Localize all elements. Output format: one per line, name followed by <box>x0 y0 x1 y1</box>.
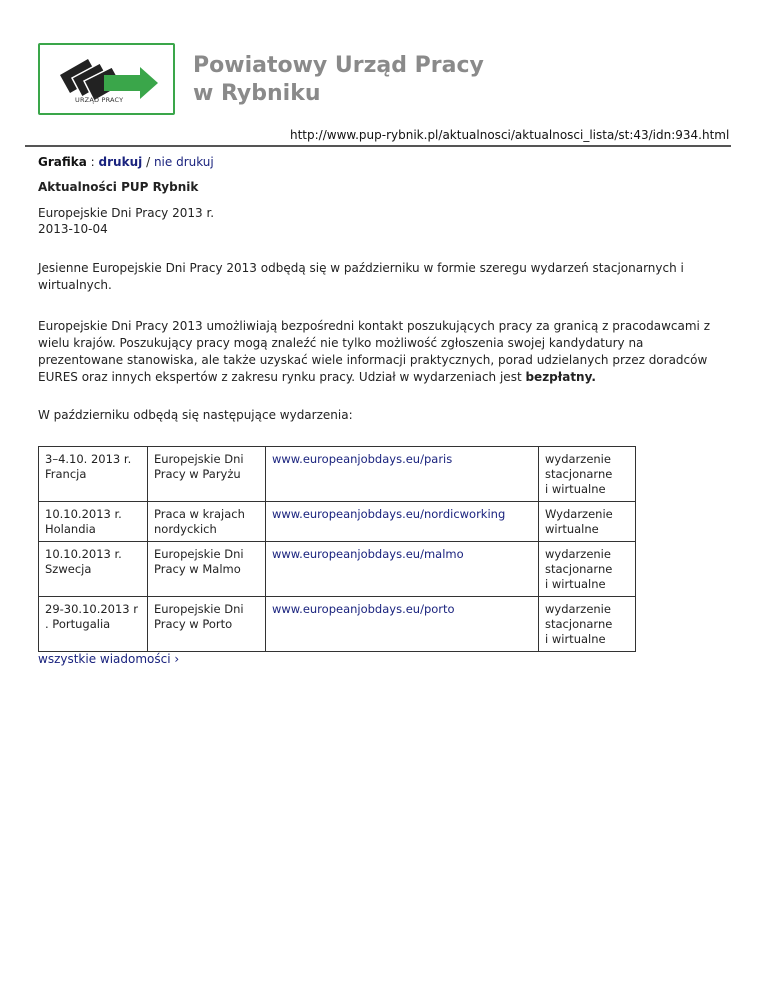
source-url: http://www.pup-rybnik.pl/aktualnosci/aktualnosci_lista/st:43/idn:934.html <box>290 128 730 142</box>
event-link[interactable]: www.europeanjobdays.eu/malmo <box>272 547 464 561</box>
event-link[interactable]: www.europeanjobdays.eu/paris <box>272 452 453 466</box>
event-name-cell: Europejskie Dni Pracy w Malmo <box>148 542 266 597</box>
all-news-link[interactable]: wszystkie wiadomości › <box>38 652 180 666</box>
graphics-label: Grafika <box>38 155 87 169</box>
table-row <box>39 542 636 597</box>
event-type-cell: wydarzenie stacjonarne i wirtualne <box>539 447 636 502</box>
event-date-cell: 10.10.2013 r. Holandia <box>39 502 148 542</box>
event-type-cell: wydarzenie stacjonarne i wirtualne <box>539 597 636 652</box>
event-link[interactable]: www.europeanjobdays.eu/nordicworking <box>272 507 506 521</box>
article-paragraph-2-text: Europejskie Dni Pracy 2013 umożliwiają bezpośredni kontakt poszukujących pracy za granicą z pracodawcami z wielu krajów. Poszukujący pracy mogą znaleźć nie tylko możliwość zgłoszenia swojej kandydatury na prezentowane stanowiska, ale także uzyskać wiele informacji praktycznych, porad udzielanych przez doradców EURES oraz innych ekspertów z zakresu rynku pracy. Udział w wydarzeniach jest <box>38 319 711 384</box>
section-title: Aktualności PUP Rybnik <box>38 180 199 194</box>
graphics-toggle <box>38 155 214 169</box>
logo-caption: URZĄD PRACY <box>75 96 124 104</box>
article-paragraph-3: W październiku odbędą się następujące wydarzenia: <box>38 408 353 422</box>
article-header <box>38 205 214 237</box>
event-date-cell: 3–4.10. 2013 r. Francja <box>39 447 148 502</box>
slash: / <box>146 155 151 169</box>
table-row <box>39 597 636 652</box>
event-type-cell: wydarzenie stacjonarne i wirtualne <box>539 542 636 597</box>
event-date-cell: 10.10.2013 r. Szwecja <box>39 542 148 597</box>
table-row <box>39 447 636 502</box>
events-table <box>38 446 636 652</box>
table-row <box>39 502 636 542</box>
graphics-separator: : <box>90 155 95 169</box>
event-link-cell <box>266 447 539 502</box>
noprint-link[interactable]: nie drukuj <box>153 155 214 169</box>
event-link-cell <box>266 502 539 542</box>
header-divider <box>25 145 731 147</box>
event-link-cell <box>266 597 539 652</box>
article-paragraph-1: Jesienne Europejskie Dni Pracy 2013 odbędą się w październiku w formie szeregu wydarzeń stacjonarnych i wirtualnych. <box>38 261 684 292</box>
event-name-cell: Europejskie Dni Pracy w Paryżu <box>148 447 266 502</box>
brand-line-2: w Rybniku <box>193 81 321 106</box>
event-name-cell: Praca w krajach nordyckich <box>148 502 266 542</box>
logo-box <box>38 43 175 115</box>
brand-name <box>193 52 484 108</box>
free-emphasis: bezpłatny. <box>525 370 596 384</box>
article-paragraph-2 <box>38 318 728 386</box>
event-link[interactable]: www.europeanjobdays.eu/porto <box>272 602 455 616</box>
article-date: 2013-10-04 <box>38 222 108 236</box>
event-date-cell: 29-30.10.2013 r . Portugalia <box>39 597 148 652</box>
brand-line-1: Powiatowy Urząd Pracy <box>193 53 484 78</box>
article-title: Europejskie Dni Pracy 2013 r. <box>38 206 215 220</box>
event-type-cell: Wydarzenie wirtualne <box>539 502 636 542</box>
event-name-cell: Europejskie Dni Pracy w Porto <box>148 597 266 652</box>
print-link[interactable]: drukuj <box>98 155 143 169</box>
event-link-cell <box>266 542 539 597</box>
